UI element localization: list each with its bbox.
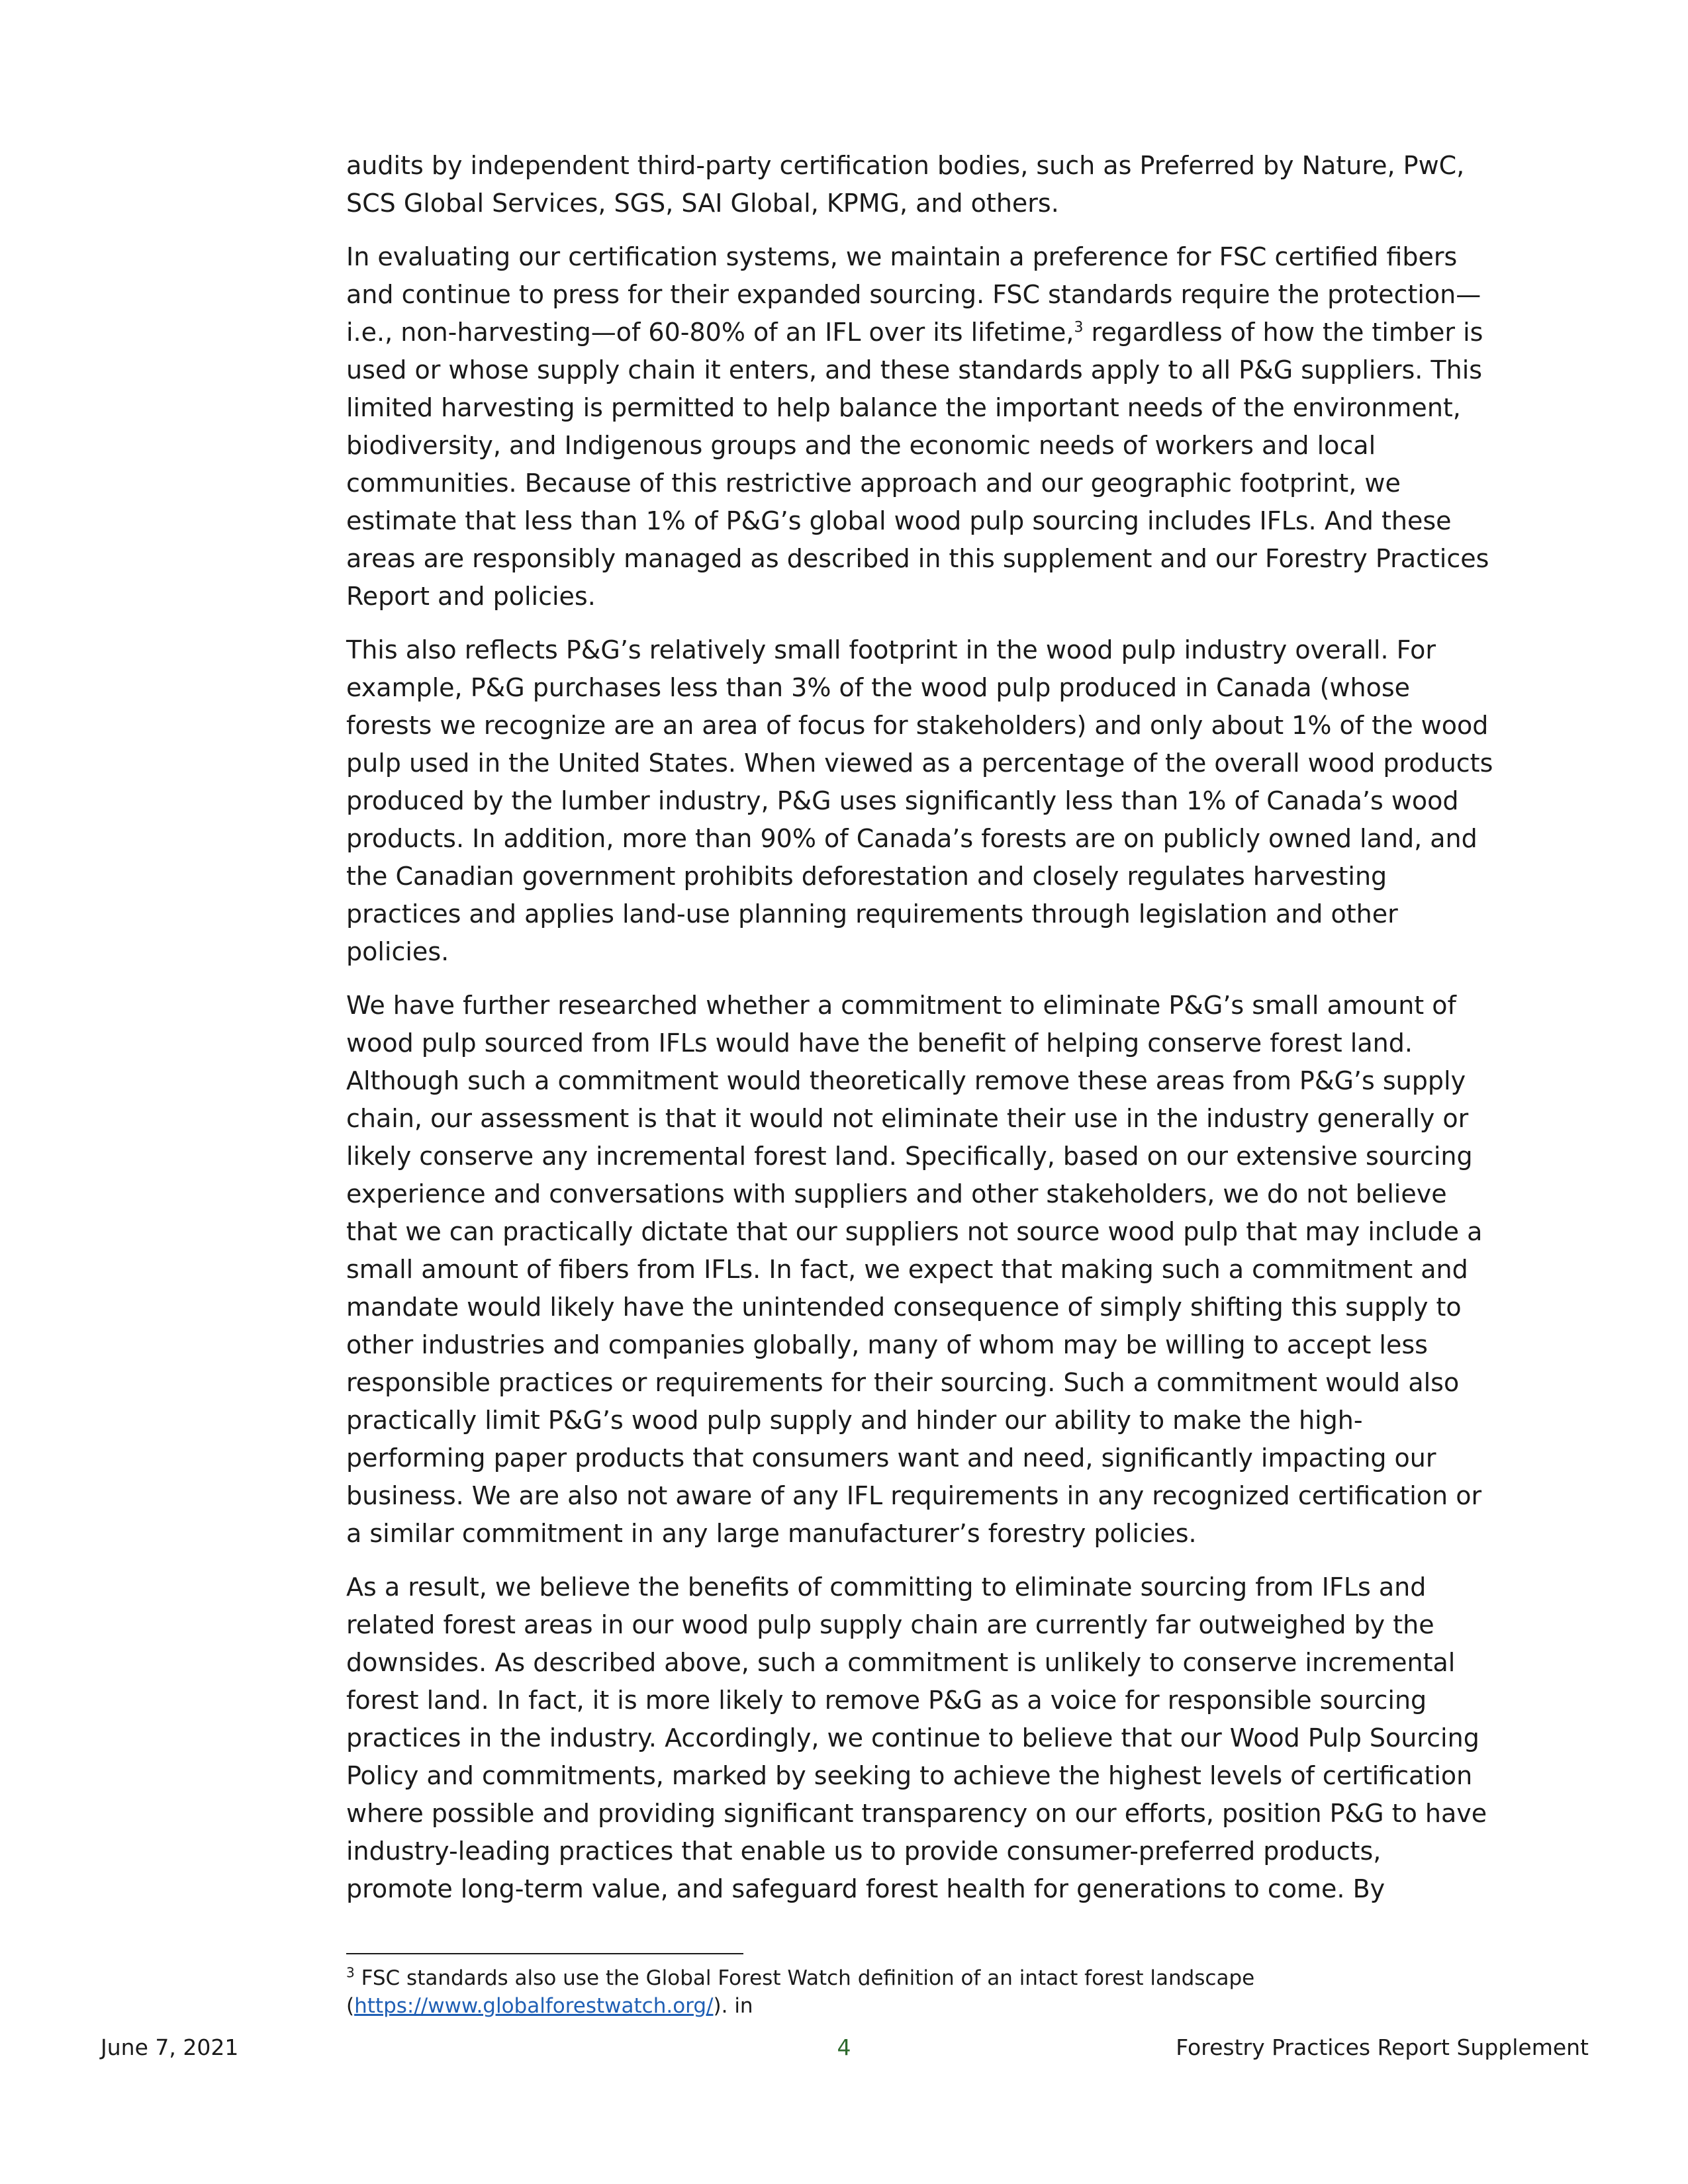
main-body (346, 147, 1495, 1924)
footnote-link[interactable]: https://www.globalforestwatch.org/ (354, 1994, 714, 2018)
footnote-text: FSC standards also use the Global Forest Watch definition of an intact forest landscape ( (346, 1966, 1255, 2018)
footnote-divider (346, 1953, 743, 1954)
paragraph-2 (346, 238, 1495, 615)
paragraph-4: We have further researched whether a commitment to eliminate P&G’s small amount of wood pulp sourced from IFLs would have the benefit of helping conserve forest land. Although such a commitment would theoretically remove these areas from P&G’s supply chain, our assessment is that it would not eliminate their use in the industry generally or likely conserve any incremental forest land. Specifically, based on our extensive sourcing experience and conversations with suppliers and other stakeholders, we do not believe that we can practically dictate that our suppliers not source wood pulp that may include a small amount of fibers from IFLs. In fact, we expect that making such a commitment and mandate would likely have the unintended consequence of simply shifting this supply to other industries and companies globally, many of whom may be willing to accept less responsible practices or requirements for their sourcing. Such a commitment would also practically limit P&G’s wood pulp supply and hinder our ability to make the high-performing paper products that consumers want and need, significantly impacting our business. We are also not aware of any IFL requirements in any recognized certification or a similar commitment in any large manufacturer’s forestry policies. (346, 991, 1483, 1548)
paragraph-2-text-before-ref: In evaluating our certification systems, we maintain a preference for FSC certified fibers and continue to press for their expanded sourcing. FSC standards require the protection—i.e., non-harvesting—of 60-80% of an IFL over its lifetime, (346, 242, 1481, 347)
footer-report-title: Forestry Practices Report Supplement (1176, 2034, 1589, 2060)
footnote (346, 1964, 1495, 2020)
paragraph-2-text-after-ref: regardless of how the timber is used or whose supply chain it enters, and these standards apply to all P&G suppliers. This limited harvesting is permitted to help balance the important needs of the environment, biodiversity, and Indigenous groups and the economic needs of workers and local communities. Because of this restrictive approach and our geographic footprint, we estimate that less than 1% of P&G’s global wood pulp sourcing includes IFLs. And these areas are responsibly managed as described in this supplement and our Forestry Practices Report and policies. (346, 318, 1489, 611)
footnote-text-after: ). in (713, 1994, 753, 2018)
page-number: 4 (837, 2034, 851, 2060)
footer-date: June 7, 2021 (101, 2034, 239, 2060)
paragraph-5: As a result, we believe the benefits of committing to eliminate sourcing from IFLs and related forest areas in our wood pulp supply chain are currently far outweighed by the downsides. As described above, such a commitment is unlikely to conserve incremental forest land. In fact, it is more likely to remove P&G as a voice for responsible sourcing practices in the industry. Accordingly, we continue to believe that our Wood Pulp Sourcing Policy and commitments, marked by seeking to achieve the highest levels of certification where possible and providing significant transparency on our efforts, position P&G to have industry-leading practices that enable us to provide consumer-preferred products, promote long-term value, and safeguard forest health for generations to come. By (346, 1572, 1487, 1903)
paragraph-3: This also reflects P&G’s relatively small footprint in the wood pulp industry overall. For example, P&G purchases less than 3% of the wood pulp produced in Canada (whose forests we recognize are an area of focus for stakeholders) and only about 1% of the wood pulp used in the United States. When viewed as a percentage of the overall wood products produced by the lumber industry, P&G uses significantly less than 1% of Canada’s wood products. In addition, more than 90% of Canada’s forests are on publicly owned land, and the Canadian government prohibits deforestation and closely regulates harvesting practices and applies land-use planning requirements through legislation and other policies. (346, 635, 1493, 966)
footnote-marker: 3 (346, 1964, 355, 1981)
paragraph-1: audits by independent third-party certification bodies, such as Preferred by Nature, PwC, SCS Global Services, SGS, SAI Global, KPMG, and others. (346, 151, 1465, 218)
footnote-reference[interactable]: 3 (1074, 319, 1084, 336)
